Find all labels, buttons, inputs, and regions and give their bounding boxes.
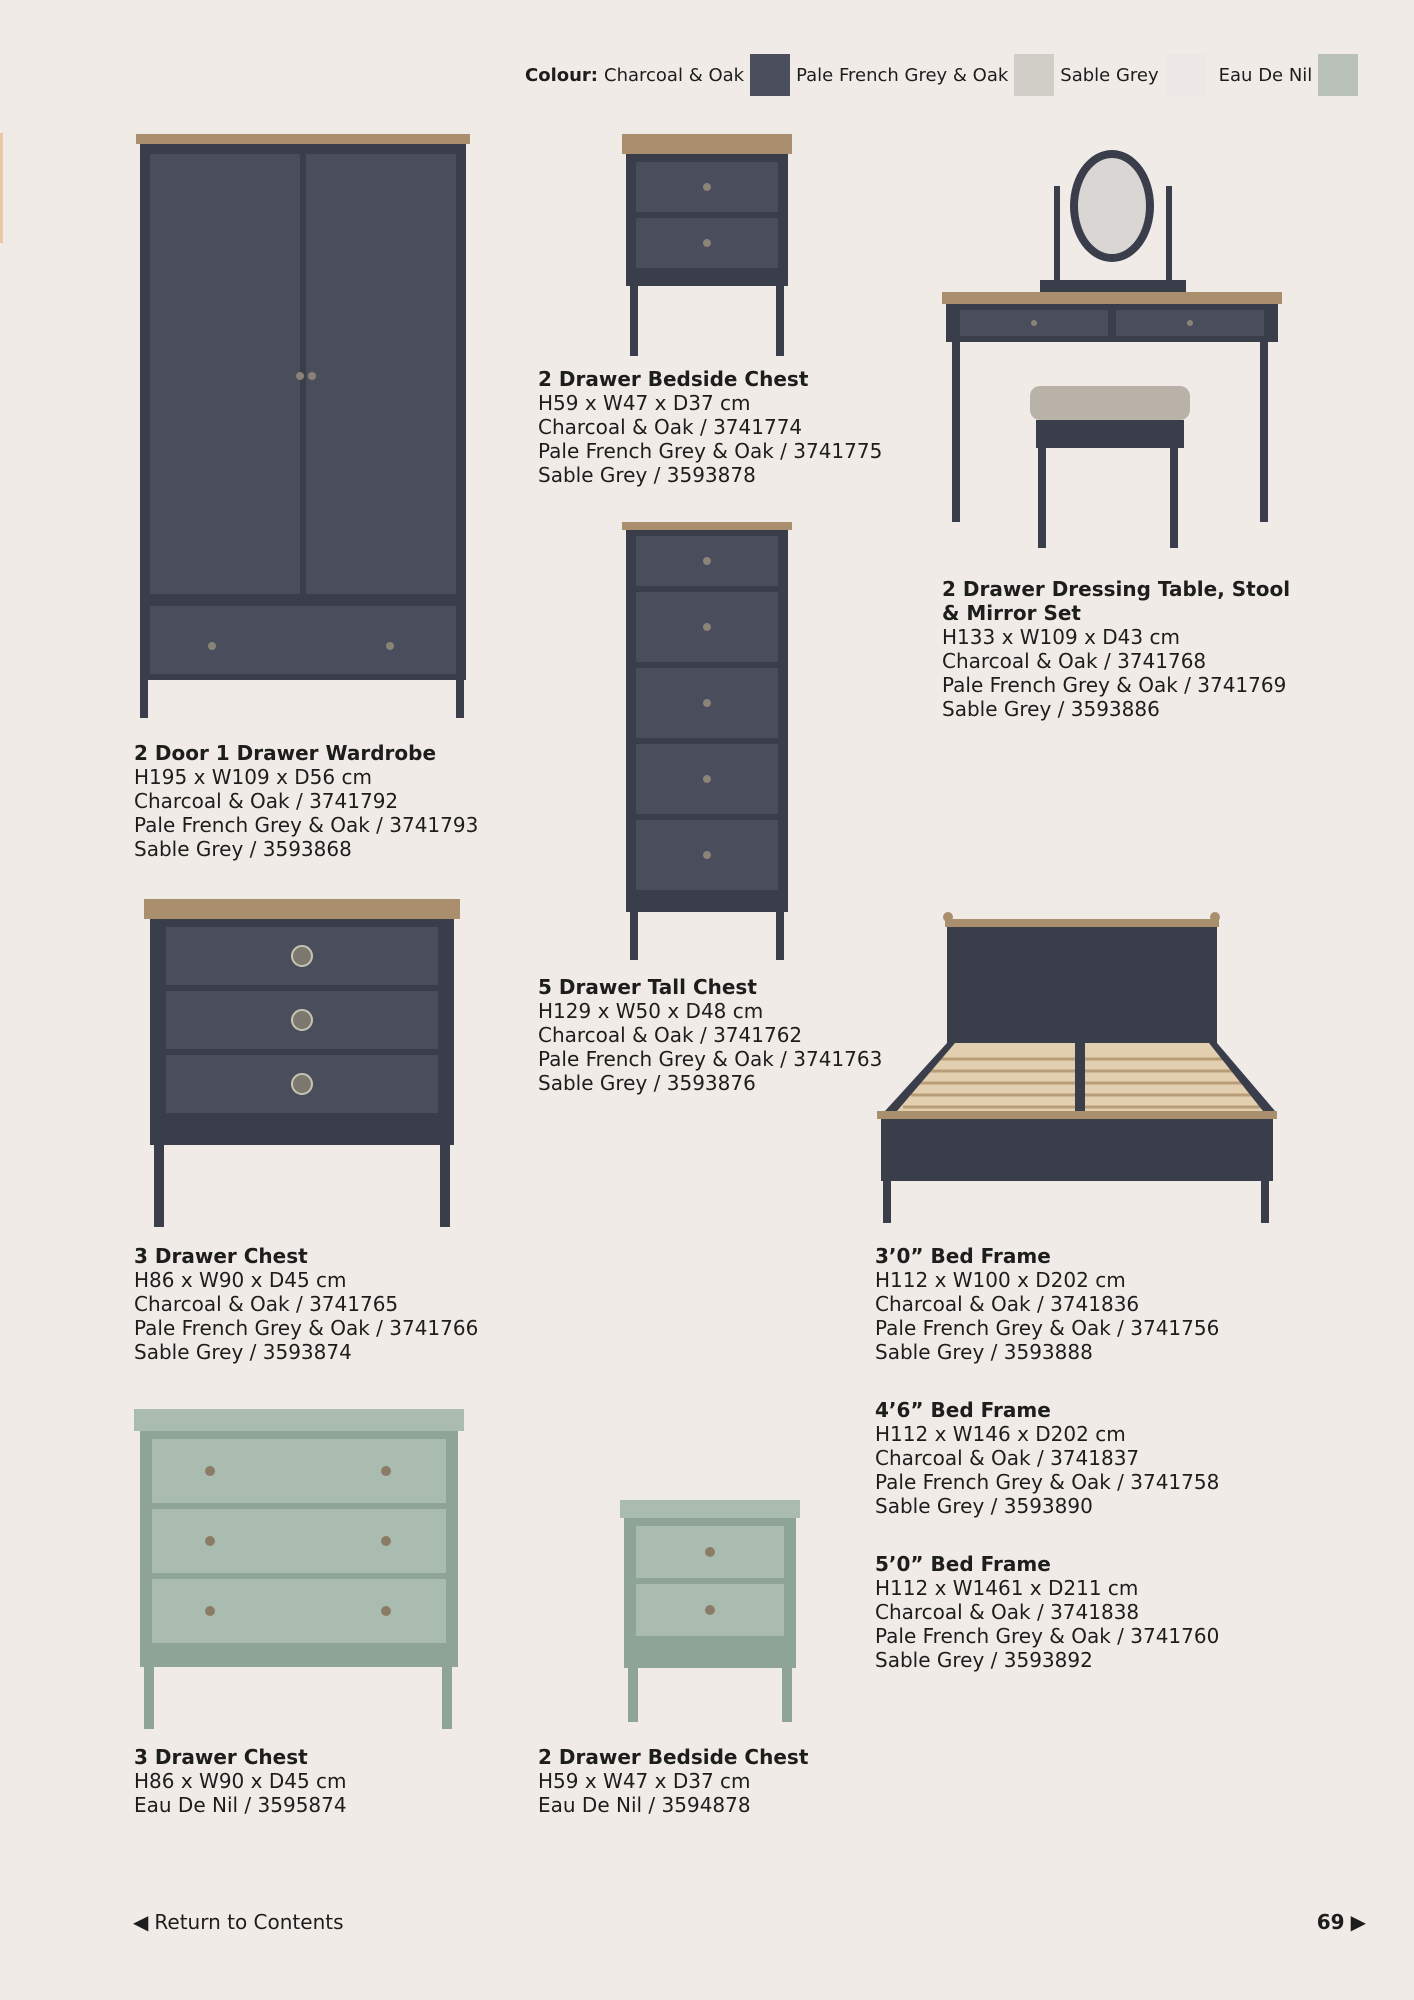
product-name: 5 Drawer Tall Chest: [538, 975, 757, 999]
product-name: 5’0” Bed Frame: [875, 1552, 1051, 1576]
product-variant: Pale French Grey & Oak / 3741756: [875, 1316, 1220, 1340]
colour-swatch-sable-grey[interactable]: [1165, 54, 1205, 96]
product-variant: Charcoal & Oak / 3741837: [875, 1446, 1140, 1470]
product-bed-frame-5ft: [875, 1552, 1219, 1672]
product-dimensions: H195 x W109 x D56 cm: [134, 765, 372, 789]
product-name: 2 Drawer Bedside Chest: [538, 367, 809, 391]
product-dimensions: H112 x W146 x D202 cm: [875, 1422, 1126, 1446]
wardrobe-image: [130, 130, 470, 730]
product-variant: Pale French Grey & Oak / 3741763: [538, 1047, 883, 1071]
product-bedside-chest-nil: [538, 1745, 808, 1817]
product-variant: Pale French Grey & Oak / 3741793: [134, 813, 479, 837]
colour-option-label: Eau De Nil: [1218, 64, 1313, 86]
product-variant: Sable Grey / 3593878: [538, 463, 756, 487]
product-name: 2 Door 1 Drawer Wardrobe: [134, 741, 437, 765]
product-variant: Sable Grey / 3593876: [538, 1071, 756, 1095]
product-name: 3 Drawer Chest: [134, 1244, 308, 1268]
product-variant: Pale French Grey & Oak / 3741760: [875, 1624, 1220, 1648]
product-variant: Sable Grey / 3593886: [942, 697, 1160, 721]
product-bed-frame-4ft6: [875, 1398, 1219, 1518]
product-name-line1: 2 Drawer Dressing Table, Stool: [942, 577, 1291, 601]
page-number[interactable]: [1317, 1910, 1366, 1934]
product-bedside-chest: [538, 367, 882, 487]
product-name-line2: & Mirror Set: [942, 601, 1081, 625]
product-variant: Pale French Grey & Oak / 3741769: [942, 673, 1287, 697]
colour-swatch-eau-de-nil[interactable]: [1318, 54, 1358, 96]
product-dressing-table: [942, 577, 1290, 721]
colour-option-label: Charcoal & Oak: [604, 64, 745, 86]
product-variant: Pale French Grey & Oak / 3741758: [875, 1470, 1220, 1494]
product-dimensions: H112 x W100 x D202 cm: [875, 1268, 1126, 1292]
product-dimensions: H59 x W47 x D37 cm: [538, 1769, 751, 1793]
colour-option-label: Sable Grey: [1060, 64, 1159, 86]
dressing-table-image: [940, 130, 1285, 570]
product-variant: Charcoal & Oak / 3741838: [875, 1600, 1140, 1624]
product-variant: Charcoal & Oak / 3741762: [538, 1023, 803, 1047]
bed-frame-image: [875, 905, 1280, 1235]
colour-swatch-charcoal-oak[interactable]: [750, 54, 790, 96]
product-wardrobe: [134, 741, 478, 861]
three-drawer-chest-image: [140, 895, 465, 1235]
product-variant: Charcoal & Oak / 3741792: [134, 789, 399, 813]
product-variant: Eau De Nil / 3595874: [134, 1793, 347, 1817]
product-variant: Eau De Nil / 3594878: [538, 1793, 751, 1817]
colour-legend-label: Colour:: [525, 64, 599, 86]
bedside-chest-nil-image: [618, 1498, 803, 1728]
product-bed-frame-3ft: [875, 1244, 1219, 1364]
product-tall-chest: [538, 975, 882, 1095]
page-number-label: 69: [1316, 1910, 1345, 1934]
three-drawer-chest-nil-image: [130, 1405, 470, 1735]
product-variant: Sable Grey / 3593868: [134, 837, 352, 861]
triangle-left-icon: ◀: [133, 1910, 149, 1934]
colour-legend: [525, 54, 1364, 96]
product-variant: Pale French Grey & Oak / 3741766: [134, 1316, 479, 1340]
return-to-contents-label: Return to Contents: [154, 1910, 344, 1934]
triangle-right-icon: ▶: [1350, 1910, 1366, 1934]
product-dimensions: H129 x W50 x D48 cm: [538, 999, 764, 1023]
product-variant: Charcoal & Oak / 3741774: [538, 415, 803, 439]
product-variant: Pale French Grey & Oak / 3741775: [538, 439, 883, 463]
product-dimensions: H112 x W1461 x D211 cm: [875, 1576, 1139, 1600]
product-three-drawer-chest: [134, 1244, 478, 1364]
colour-option-label: Pale French Grey & Oak: [796, 64, 1009, 86]
product-variant: Charcoal & Oak / 3741836: [875, 1292, 1140, 1316]
tall-chest-image: [620, 520, 795, 965]
product-name: 3’0” Bed Frame: [875, 1244, 1051, 1268]
product-name: 4’6” Bed Frame: [875, 1398, 1051, 1422]
product-variant: Sable Grey / 3593888: [875, 1340, 1093, 1364]
oak-top: [136, 134, 470, 144]
product-name: 3 Drawer Chest: [134, 1745, 308, 1769]
colour-swatch-pale-french-grey-oak[interactable]: [1014, 54, 1054, 96]
product-variant: Charcoal & Oak / 3741768: [942, 649, 1207, 673]
product-variant: Sable Grey / 3593874: [134, 1340, 352, 1364]
product-three-drawer-chest-nil: [134, 1745, 347, 1817]
product-name: 2 Drawer Bedside Chest: [538, 1745, 809, 1769]
product-dimensions: H86 x W90 x D45 cm: [134, 1268, 347, 1292]
product-variant: Sable Grey / 3593890: [875, 1494, 1093, 1518]
product-variant: Sable Grey / 3593892: [875, 1648, 1093, 1672]
return-to-contents-link[interactable]: [133, 1910, 344, 1934]
product-variant: Charcoal & Oak / 3741765: [134, 1292, 399, 1316]
bedside-chest-image: [620, 132, 795, 362]
product-dimensions: H133 x W109 x D43 cm: [942, 625, 1180, 649]
product-dimensions: H86 x W90 x D45 cm: [134, 1769, 347, 1793]
product-dimensions: H59 x W47 x D37 cm: [538, 391, 751, 415]
edge-accent: [0, 133, 3, 243]
